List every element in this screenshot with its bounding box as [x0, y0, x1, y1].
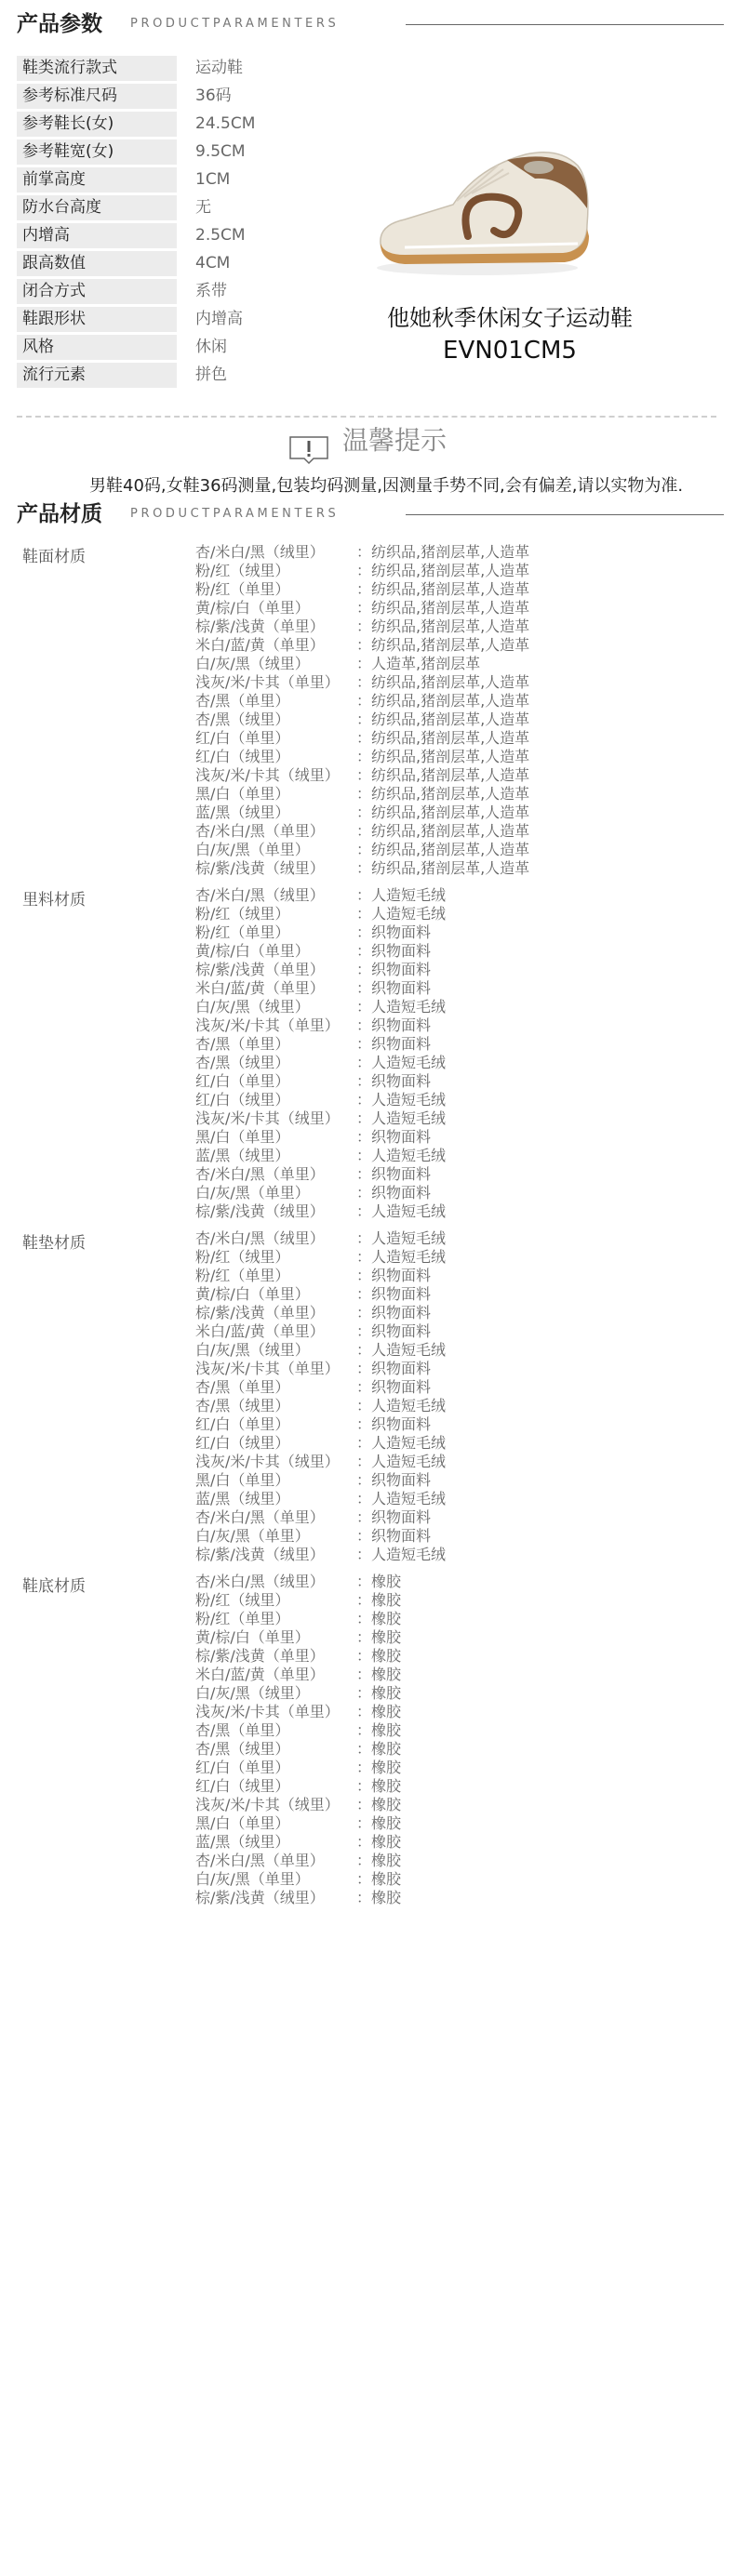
- material-row: [195, 859, 716, 878]
- material-value: ：橡胶: [356, 1666, 402, 1683]
- material-row: [195, 1304, 716, 1322]
- material-row: [195, 766, 716, 785]
- material-value: ：纺织品,猪剖层革,人造革: [356, 748, 530, 765]
- param-value: 系带: [195, 282, 227, 300]
- material-color: 黄/棕/白（单里）: [195, 1285, 310, 1303]
- material-value: ：织物面料: [356, 942, 432, 960]
- material-row: [195, 1341, 716, 1360]
- param-row: [17, 84, 389, 109]
- material-color: 棕/紫/浅黄（绒里）: [195, 1889, 325, 1906]
- material-value: ：纺织品,猪剖层革,人造革: [356, 841, 530, 858]
- material-value: ：纺织品,猪剖层革,人造革: [356, 803, 530, 821]
- material-value: ：人造短毛绒: [356, 1202, 447, 1220]
- material-value: ：织物面料: [356, 1072, 432, 1090]
- material-color: 粉/红（绒里）: [195, 1591, 290, 1609]
- material-row: [195, 1285, 716, 1304]
- material-color: 粉/红（绒里）: [195, 1248, 290, 1266]
- material-value: ：纺织品,猪剖层革,人造革: [356, 673, 530, 691]
- material-row: [195, 1184, 716, 1202]
- material-color: 杏/黑（单里）: [195, 692, 290, 710]
- param-row: [17, 167, 389, 193]
- material-value: ：人造短毛绒: [356, 1229, 447, 1247]
- material-color: 白/灰/黑（绒里）: [195, 1684, 310, 1702]
- material-row: [195, 692, 716, 710]
- divider-line: [406, 24, 724, 25]
- material-value: ：纺织品,猪剖层革,人造革: [356, 599, 530, 617]
- material-row: [195, 998, 716, 1016]
- param-key: 跟高数值: [17, 251, 177, 276]
- material-color: 浅灰/米/卡其（单里）: [195, 1360, 340, 1377]
- material-color: 米白/蓝/黄（单里）: [195, 1322, 325, 1340]
- material-row: [195, 1248, 716, 1267]
- material-row: [195, 1527, 716, 1546]
- material-color: 棕/紫/浅黄（单里）: [195, 961, 325, 978]
- material-row: [195, 1703, 716, 1721]
- material-value: ：人造短毛绒: [356, 1054, 447, 1071]
- material-color: 粉/红（单里）: [195, 1610, 290, 1627]
- material-color: 粉/红（单里）: [195, 580, 290, 598]
- material-label: 里料材质: [22, 891, 86, 910]
- material-row: [195, 1508, 716, 1527]
- material-color: 杏/黑（单里）: [195, 1035, 290, 1053]
- tip-text: 男鞋40码,女鞋36码测量,包装均码测量,因测量手势不同,会有偏差,请以实物为准.: [89, 476, 684, 496]
- material-value: ：织物面料: [356, 1322, 432, 1340]
- material-color: 红/白（绒里）: [195, 1777, 290, 1795]
- param-key: 鞋跟形状: [17, 307, 177, 332]
- params-section-subtitle: PRODUCTPARAMENTERS: [130, 17, 340, 31]
- material-value: ：纺织品,猪剖层革,人造革: [356, 580, 530, 598]
- param-key: 参考鞋宽(女): [17, 139, 177, 165]
- param-row: [17, 335, 389, 360]
- param-value: 拼色: [195, 365, 227, 384]
- material-color: 杏/米白/黑（绒里）: [195, 886, 325, 904]
- material-color: 杏/黑（绒里）: [195, 1054, 290, 1071]
- material-value: ：人造短毛绒: [356, 1248, 447, 1266]
- material-label: 鞋垫材质: [22, 1234, 86, 1253]
- material-value: ：织物面料: [356, 1285, 432, 1303]
- material-row: [195, 1610, 716, 1628]
- material-color: 棕/紫/浅黄（绒里）: [195, 1202, 325, 1220]
- material-value: ：橡胶: [356, 1740, 402, 1758]
- material-row: [195, 748, 716, 766]
- material-value: ：橡胶: [356, 1573, 402, 1590]
- material-value: ：人造短毛绒: [356, 1434, 447, 1452]
- material-value: ：纺织品,猪剖层革,人造革: [356, 562, 530, 579]
- material-color: 粉/红（单里）: [195, 923, 290, 941]
- param-value: 24.5CM: [195, 114, 256, 133]
- material-row: [195, 562, 716, 580]
- material-value: ：纺织品,猪剖层革,人造革: [356, 636, 530, 654]
- material-value: ：织物面料: [356, 1527, 432, 1545]
- material-row: [195, 1628, 716, 1647]
- param-row: [17, 223, 389, 248]
- material-value: ：橡胶: [356, 1814, 402, 1832]
- material-row: [195, 1165, 716, 1184]
- material-row: [195, 822, 716, 841]
- material-value: ：纺织品,猪剖层革,人造革: [356, 729, 530, 747]
- material-row: [195, 710, 716, 729]
- material-color: 白/灰/黑（绒里）: [195, 998, 310, 1016]
- material-row: [195, 1814, 716, 1833]
- material-color: 浅灰/米/卡其（单里）: [195, 1703, 340, 1720]
- material-color: 黑/白（单里）: [195, 1814, 290, 1832]
- param-key: 前掌高度: [17, 167, 177, 193]
- material-value: ：织物面料: [356, 1415, 432, 1433]
- material-color: 浅灰/米/卡其（单里）: [195, 1016, 340, 1034]
- material-row: [195, 617, 716, 636]
- material-color: 杏/黑（单里）: [195, 1378, 290, 1396]
- material-color: 粉/红（单里）: [195, 1267, 290, 1284]
- param-row: [17, 363, 389, 388]
- param-value: 4CM: [195, 254, 231, 272]
- material-row: [195, 905, 716, 923]
- material-value: ：织物面料: [356, 1165, 432, 1183]
- material-color: 黑/白（单里）: [195, 785, 290, 803]
- material-row: [195, 803, 716, 822]
- material-value: ：人造短毛绒: [356, 1490, 447, 1507]
- materials-section-subtitle: PRODUCTPARAMENTERS: [130, 507, 340, 521]
- material-row: [195, 729, 716, 748]
- tip-title: 温馨提示: [342, 425, 448, 456]
- material-color: 杏/米白/黑（绒里）: [195, 1229, 325, 1247]
- material-row: [195, 1852, 716, 1870]
- material-row: [195, 1647, 716, 1666]
- param-row: [17, 279, 389, 304]
- material-row: [195, 1889, 716, 1907]
- param-row: [17, 112, 389, 137]
- material-row: [195, 961, 716, 979]
- material-row: [195, 1054, 716, 1072]
- dashed-divider: [17, 416, 716, 418]
- material-row: [195, 1322, 716, 1341]
- material-row: [195, 841, 716, 859]
- material-row: [195, 1870, 716, 1889]
- param-key: 防水台高度: [17, 195, 177, 220]
- material-row: [195, 655, 716, 673]
- material-color: 浅灰/米/卡其（绒里）: [195, 1109, 340, 1127]
- param-key: 闭合方式: [17, 279, 177, 304]
- material-row: [195, 599, 716, 617]
- material-value: ：人造短毛绒: [356, 905, 447, 923]
- material-value: ：橡胶: [356, 1684, 402, 1702]
- params-section-title: 产品参数: [17, 12, 102, 36]
- material-row: [195, 1360, 716, 1378]
- material-row: [195, 1434, 716, 1453]
- material-row: [195, 785, 716, 803]
- material-color: 粉/红（绒里）: [195, 905, 290, 923]
- material-value: ：织物面料: [356, 1471, 432, 1489]
- param-value: 1CM: [195, 170, 231, 189]
- material-value: ：织物面料: [356, 1016, 432, 1034]
- material-value: ：织物面料: [356, 1378, 432, 1396]
- material-value: ：人造短毛绒: [356, 1341, 447, 1359]
- material-color: 棕/紫/浅黄（单里）: [195, 1304, 325, 1321]
- material-value: ：纺织品,猪剖层革,人造革: [356, 785, 530, 803]
- material-value: ：织物面料: [356, 1035, 432, 1053]
- material-value: ：纺织品,猪剖层革,人造革: [356, 617, 530, 635]
- material-value: ：织物面料: [356, 961, 432, 978]
- material-row: [195, 923, 716, 942]
- material-row: [195, 1378, 716, 1397]
- material-row: [195, 1109, 716, 1128]
- material-value: ：人造短毛绒: [356, 1147, 447, 1164]
- material-color: 粉/红（绒里）: [195, 562, 290, 579]
- material-value: ：橡胶: [356, 1721, 402, 1739]
- material-color: 红/白（单里）: [195, 1759, 290, 1776]
- material-color: 红/白（单里）: [195, 1415, 290, 1433]
- material-row: [195, 1546, 716, 1564]
- material-row: [195, 1490, 716, 1508]
- param-value: 无: [195, 198, 211, 217]
- material-row: [195, 1128, 716, 1147]
- material-row: [195, 673, 716, 692]
- material-value: ：橡胶: [356, 1591, 402, 1609]
- material-row: [195, 942, 716, 961]
- param-value: 36码: [195, 86, 232, 105]
- material-color: 白/灰/黑（单里）: [195, 1527, 310, 1545]
- param-value: 9.5CM: [195, 142, 246, 161]
- material-color: 浅灰/米/卡其（绒里）: [195, 766, 340, 784]
- material-color: 棕/紫/浅黄（单里）: [195, 617, 325, 635]
- material-value: ：织物面料: [356, 1128, 432, 1146]
- material-row: [195, 1740, 716, 1759]
- material-value: ：织物面料: [356, 923, 432, 941]
- material-value: ：橡胶: [356, 1870, 402, 1888]
- material-value: ：织物面料: [356, 1184, 432, 1202]
- material-color: 杏/黑（绒里）: [195, 1740, 290, 1758]
- material-row: [195, 1471, 716, 1490]
- material-color: 蓝/黑（绒里）: [195, 1490, 290, 1507]
- param-key: 参考鞋长(女): [17, 112, 177, 137]
- material-color: 浅灰/米/卡其（绒里）: [195, 1453, 340, 1470]
- material-row: [195, 543, 716, 562]
- material-label: 鞋面材质: [22, 548, 86, 566]
- material-value: ：织物面料: [356, 1360, 432, 1377]
- material-value: ：纺织品,猪剖层革,人造革: [356, 543, 530, 561]
- material-value: ：纺织品,猪剖层革,人造革: [356, 766, 530, 784]
- material-label: 鞋底材质: [22, 1577, 86, 1596]
- param-value: 内增高: [195, 310, 243, 328]
- shoe-image: [368, 139, 595, 279]
- material-value: ：织物面料: [356, 1508, 432, 1526]
- exclamation-icon: [288, 435, 329, 465]
- material-row: [195, 1684, 716, 1703]
- material-value: ：纺织品,猪剖层革,人造革: [356, 822, 530, 840]
- material-color: 杏/黑（绒里）: [195, 1397, 290, 1414]
- material-color: 米白/蓝/黄（单里）: [195, 979, 325, 997]
- material-row: [195, 1759, 716, 1777]
- material-value: ：橡胶: [356, 1647, 402, 1665]
- material-color: 米白/蓝/黄（单里）: [195, 1666, 325, 1683]
- material-row: [195, 1777, 716, 1796]
- param-key: 参考标准尺码: [17, 84, 177, 109]
- material-color: 黄/棕/白（单里）: [195, 599, 310, 617]
- param-key: 风格: [17, 335, 177, 360]
- material-value: ：纺织品,猪剖层革,人造革: [356, 710, 530, 728]
- material-color: 白/灰/黑（单里）: [195, 1870, 310, 1888]
- material-value: ：纺织品,猪剖层革,人造革: [356, 859, 530, 877]
- material-row: [195, 1202, 716, 1221]
- material-row: [195, 1666, 716, 1684]
- material-color: 红/白（单里）: [195, 1072, 290, 1090]
- material-row: [195, 1072, 716, 1091]
- material-color: 杏/米白/黑（单里）: [195, 1508, 325, 1526]
- material-color: 黑/白（单里）: [195, 1128, 290, 1146]
- param-value: 2.5CM: [195, 226, 246, 245]
- material-color: 白/灰/黑（单里）: [195, 1184, 310, 1202]
- material-row: [195, 1453, 716, 1471]
- param-key: 内增高: [17, 223, 177, 248]
- material-color: 米白/蓝/黄（单里）: [195, 636, 325, 654]
- material-color: 杏/黑（绒里）: [195, 710, 290, 728]
- material-color: 杏/米白/黑（单里）: [195, 1165, 325, 1183]
- material-color: 杏/米白/黑（单里）: [195, 1852, 325, 1869]
- material-value: ：橡胶: [356, 1833, 402, 1851]
- material-value: ：人造短毛绒: [356, 886, 447, 904]
- material-row: [195, 1415, 716, 1434]
- material-value: ：橡胶: [356, 1796, 402, 1813]
- material-row: [195, 1016, 716, 1035]
- material-color: 蓝/黑（绒里）: [195, 1147, 290, 1164]
- materials-section-header: [17, 496, 724, 533]
- material-color: 白/灰/黑（绒里）: [195, 655, 310, 672]
- param-key: 鞋类流行款式: [17, 56, 177, 81]
- material-color: 蓝/黑（绒里）: [195, 803, 290, 821]
- product-code: EVN01CM5: [443, 337, 577, 365]
- material-value: ：人造短毛绒: [356, 1546, 447, 1563]
- material-value: ：人造短毛绒: [356, 998, 447, 1016]
- material-value: ：纺织品,猪剖层革,人造革: [356, 692, 530, 710]
- material-row: [195, 1591, 716, 1610]
- material-row: [195, 1147, 716, 1165]
- param-row: [17, 251, 389, 276]
- material-value: ：人造短毛绒: [356, 1109, 447, 1127]
- param-value: 运动鞋: [195, 59, 243, 77]
- material-row: [195, 1796, 716, 1814]
- material-value: ：人造短毛绒: [356, 1453, 447, 1470]
- material-color: 红/白（绒里）: [195, 1091, 290, 1109]
- material-color: 白/灰/黑（单里）: [195, 841, 310, 858]
- material-row: [195, 886, 716, 905]
- material-row: [195, 1091, 716, 1109]
- material-color: 杏/米白/黑（单里）: [195, 822, 325, 840]
- material-row: [195, 1229, 716, 1248]
- material-row: [195, 1035, 716, 1054]
- material-value: ：人造短毛绒: [356, 1091, 447, 1109]
- material-value: ：橡胶: [356, 1759, 402, 1776]
- material-color: 浅灰/米/卡其（单里）: [195, 673, 340, 691]
- material-value: ：橡胶: [356, 1852, 402, 1869]
- material-value: ：橡胶: [356, 1777, 402, 1795]
- material-color: 白/灰/黑（绒里）: [195, 1341, 310, 1359]
- material-row: [195, 580, 716, 599]
- material-row: [195, 1573, 716, 1591]
- param-row: [17, 195, 389, 220]
- material-color: 蓝/黑（绒里）: [195, 1833, 290, 1851]
- material-color: 红/白（绒里）: [195, 748, 290, 765]
- product-name: 他她秋季休闲女子运动鞋: [387, 305, 633, 331]
- material-row: [195, 979, 716, 998]
- material-color: 棕/紫/浅黄（绒里）: [195, 859, 325, 877]
- material-color: 黑/白（单里）: [195, 1471, 290, 1489]
- material-color: 浅灰/米/卡其（绒里）: [195, 1796, 340, 1813]
- param-key: 流行元素: [17, 363, 177, 388]
- param-row: [17, 139, 389, 165]
- material-value: ：织物面料: [356, 1304, 432, 1321]
- divider-line: [406, 514, 724, 515]
- param-row: [17, 56, 389, 81]
- material-row: [195, 1833, 716, 1852]
- params-section-header: [17, 6, 724, 43]
- material-color: 红/白（绒里）: [195, 1434, 290, 1452]
- material-row: [195, 1397, 716, 1415]
- material-value: ：人造革,猪剖层革: [356, 655, 481, 672]
- material-color: 杏/黑（单里）: [195, 1721, 290, 1739]
- material-color: 红/白（单里）: [195, 729, 290, 747]
- material-color: 杏/米白/黑（绒里）: [195, 1573, 325, 1590]
- material-color: 棕/紫/浅黄（单里）: [195, 1647, 325, 1665]
- material-value: ：织物面料: [356, 1267, 432, 1284]
- material-row: [195, 1721, 716, 1740]
- material-value: ：人造短毛绒: [356, 1397, 447, 1414]
- material-color: 棕/紫/浅黄（绒里）: [195, 1546, 325, 1563]
- materials-section-title: 产品材质: [17, 502, 102, 526]
- material-row: [195, 636, 716, 655]
- param-value: 休闲: [195, 338, 227, 356]
- material-value: ：橡胶: [356, 1889, 402, 1906]
- material-value: ：织物面料: [356, 979, 432, 997]
- material-row: [195, 1267, 716, 1285]
- material-color: 黄/棕/白（单里）: [195, 942, 310, 960]
- param-row: [17, 307, 389, 332]
- material-value: ：橡胶: [356, 1610, 402, 1627]
- material-color: 黄/棕/白（单里）: [195, 1628, 310, 1646]
- material-value: ：橡胶: [356, 1628, 402, 1646]
- material-color: 杏/米白/黑（绒里）: [195, 543, 325, 561]
- material-value: ：橡胶: [356, 1703, 402, 1720]
